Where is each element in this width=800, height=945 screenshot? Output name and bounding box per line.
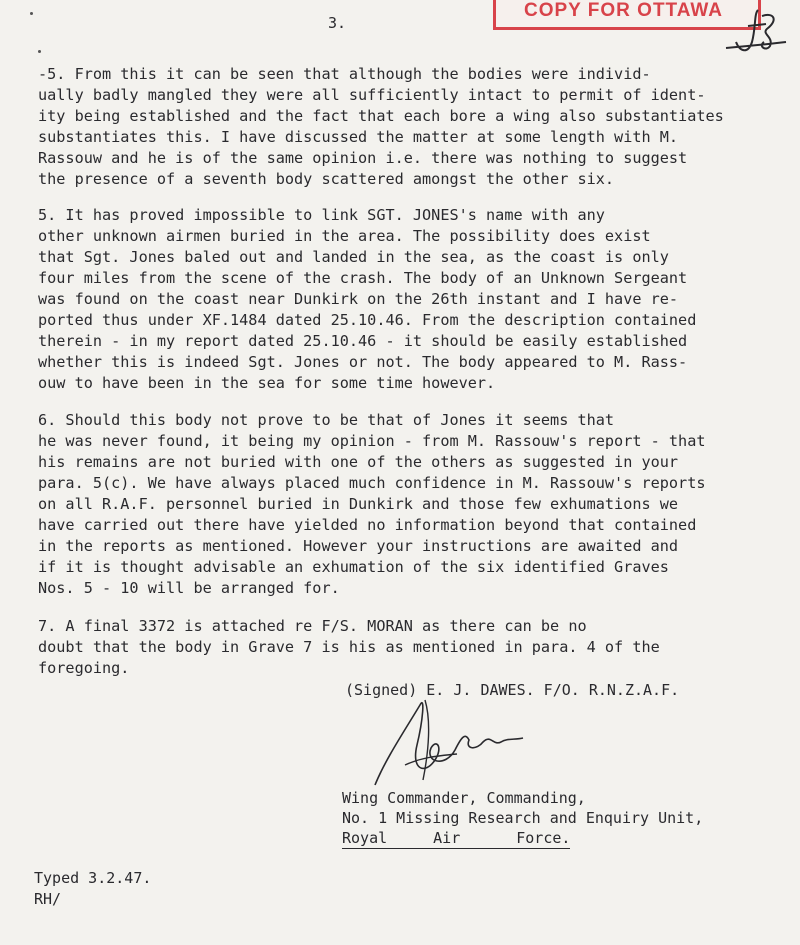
text-line: ported thus under XF.1484 dated 25.10.46. From the description contained (38, 311, 697, 329)
text-line: the presence of a seventh body scattered amongst the other six. (38, 170, 615, 188)
unit-name: No. 1 Missing Research and Enquiry Unit, (342, 809, 704, 827)
page-number: 3. (328, 14, 347, 32)
text-line: foregoing. (38, 659, 130, 677)
text-line: Rassouw and he is of the same opinion i.e. there was nothing to suggest (38, 149, 688, 167)
text-line: on all R.A.F. personnel buried in Dunkirk and those few exhumations we (38, 495, 679, 513)
signed-line: (Signed) E. J. DAWES. F/O. R.N.Z.A.F. (345, 681, 680, 699)
paragraph-5b (38, 205, 793, 394)
typed-date: Typed 3.2.47. (34, 869, 152, 887)
text-line: that Sgt. Jones baled out and landed in the sea, as the coast is only (38, 248, 669, 266)
text-line: in the reports as mentioned. However your instructions are awaited and (38, 537, 679, 555)
handwritten-signature-icon (365, 690, 545, 800)
text-line: Nos. 5 - 10 will be arranged for. (38, 579, 340, 597)
text-line: his remains are not buried with one of the others as suggested in your (38, 453, 679, 471)
text-line: para. 5(c). We have always placed much confidence in M. Rassouw's reports (38, 474, 706, 492)
text-line: doubt that the body in Grave 7 is his as mentioned in para. 4 of the (38, 638, 660, 656)
paragraph-6 (38, 410, 793, 599)
typist-initials: RH/ (34, 890, 62, 908)
punch-mark (30, 12, 33, 15)
punch-mark (38, 50, 41, 53)
text-line: if it is thought advisable an exhumation of the six identified Graves (38, 558, 669, 576)
text-line: ity being established and the fact that each bore a wing also substantiates (38, 107, 724, 125)
text-line: was found on the coast near Dunkirk on the 26th instant and I have re- (38, 290, 679, 308)
service-word: Royal (342, 829, 388, 847)
text-line: other unknown airmen buried in the area. The possibility does exist (38, 227, 651, 245)
service-name (342, 828, 703, 849)
signature-block (342, 788, 703, 849)
text-line: -5. From this it can be seen that although the bodies were individ- (38, 65, 651, 83)
initials-icon (718, 2, 788, 57)
text-line: therein - in my report dated 25.10.46 - it should be easily established (38, 332, 688, 350)
typed-reference (34, 868, 151, 910)
text-line: ouw to have been in the sea for some time however. (38, 374, 496, 392)
text-line: substantiates this. I have discussed the matter at some length with M. (38, 128, 679, 146)
signatory-title: Wing Commander, Commanding, (342, 789, 586, 807)
text-line: four miles from the scene of the crash. The body of an Unknown Sergeant (38, 269, 688, 287)
stamp-text: COPY FOR OTTAWA (524, 0, 724, 21)
service-word: Force. (460, 828, 570, 849)
text-line: 6. Should this body not prove to be that of Jones it seems that (38, 411, 615, 429)
text-line: have carried out there have yielded no information beyond that contained (38, 516, 697, 534)
paragraph-7 (38, 616, 793, 679)
text-line: 7. A final 3372 is attached re F/S. MORAN as there can be no (38, 617, 587, 635)
text-line: he was never found, it being my opinion - from M. Rassouw's report - that (38, 432, 706, 450)
service-word: Air (387, 828, 460, 849)
text-line: ually badly mangled they were all sufficiently intact to permit of ident- (38, 86, 706, 104)
text-line: 5. It has proved impossible to link SGT. JONES's name with any (38, 206, 605, 224)
paragraph-5a (38, 64, 793, 190)
text-line: whether this is indeed Sgt. Jones or not. The body appeared to M. Rass- (38, 353, 688, 371)
